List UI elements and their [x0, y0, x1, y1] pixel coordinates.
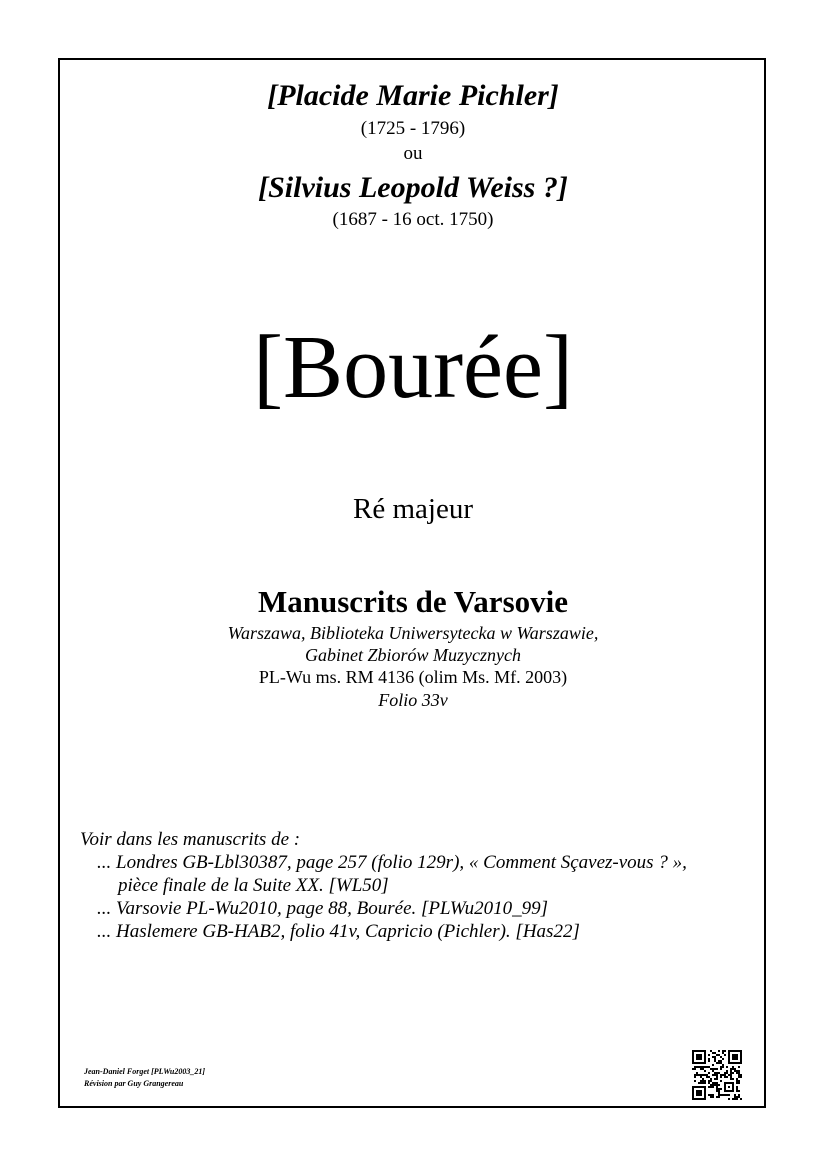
credits-author: Jean-Daniel Forget [PLWu2003_21] — [84, 1067, 206, 1076]
see-also-item: ... Varsovie PL-Wu2010, page 88, Bourée. [PLWu2010_99] — [97, 898, 549, 919]
conjunction: ou — [403, 143, 423, 164]
see-also-item: pièce finale de la Suite XX. [WL50] — [118, 875, 389, 896]
see-also-item: ... Londres GB-Lbl30387, page 257 (folio 129r), « Comment Sçavez-vous ? », — [97, 852, 687, 873]
source-title: Manuscrits de Varsovie — [258, 584, 568, 619]
credits-revision: Révision par Guy Grangereau — [84, 1079, 184, 1088]
source-library-line-2: Gabinet Zbiorów Muzycznych — [305, 645, 521, 665]
composer-1-name: [Placide Marie Pichler] — [267, 79, 559, 112]
source-shelfmark: PL-Wu ms. RM 4136 (olim Ms. Mf. 2003) — [258, 667, 568, 687]
see-also-heading: Voir dans les manuscrits de : — [80, 829, 301, 850]
composer-2-dates: (1687 - 16 oct. 1750) — [332, 209, 494, 230]
source-folio: Folio 33v — [378, 690, 448, 710]
see-also-list — [80, 828, 687, 943]
composer-1-dates: (1725 - 1796) — [360, 118, 466, 139]
see-also-item: ... Haslemere GB-HAB2, folio 41v, Capricio (Pichler). [Has22] — [97, 921, 580, 942]
source-library-line-1: Warszawa, Biblioteka Uniwersytecka w Warszawie, — [227, 623, 599, 643]
qr-code-icon — [692, 1050, 742, 1100]
credits — [84, 1066, 205, 1090]
key-signature: Ré majeur — [353, 493, 473, 525]
piece-title: [Bourée] — [253, 318, 573, 417]
composer-2-name: [Silvius Leopold Weiss ?] — [258, 171, 568, 204]
